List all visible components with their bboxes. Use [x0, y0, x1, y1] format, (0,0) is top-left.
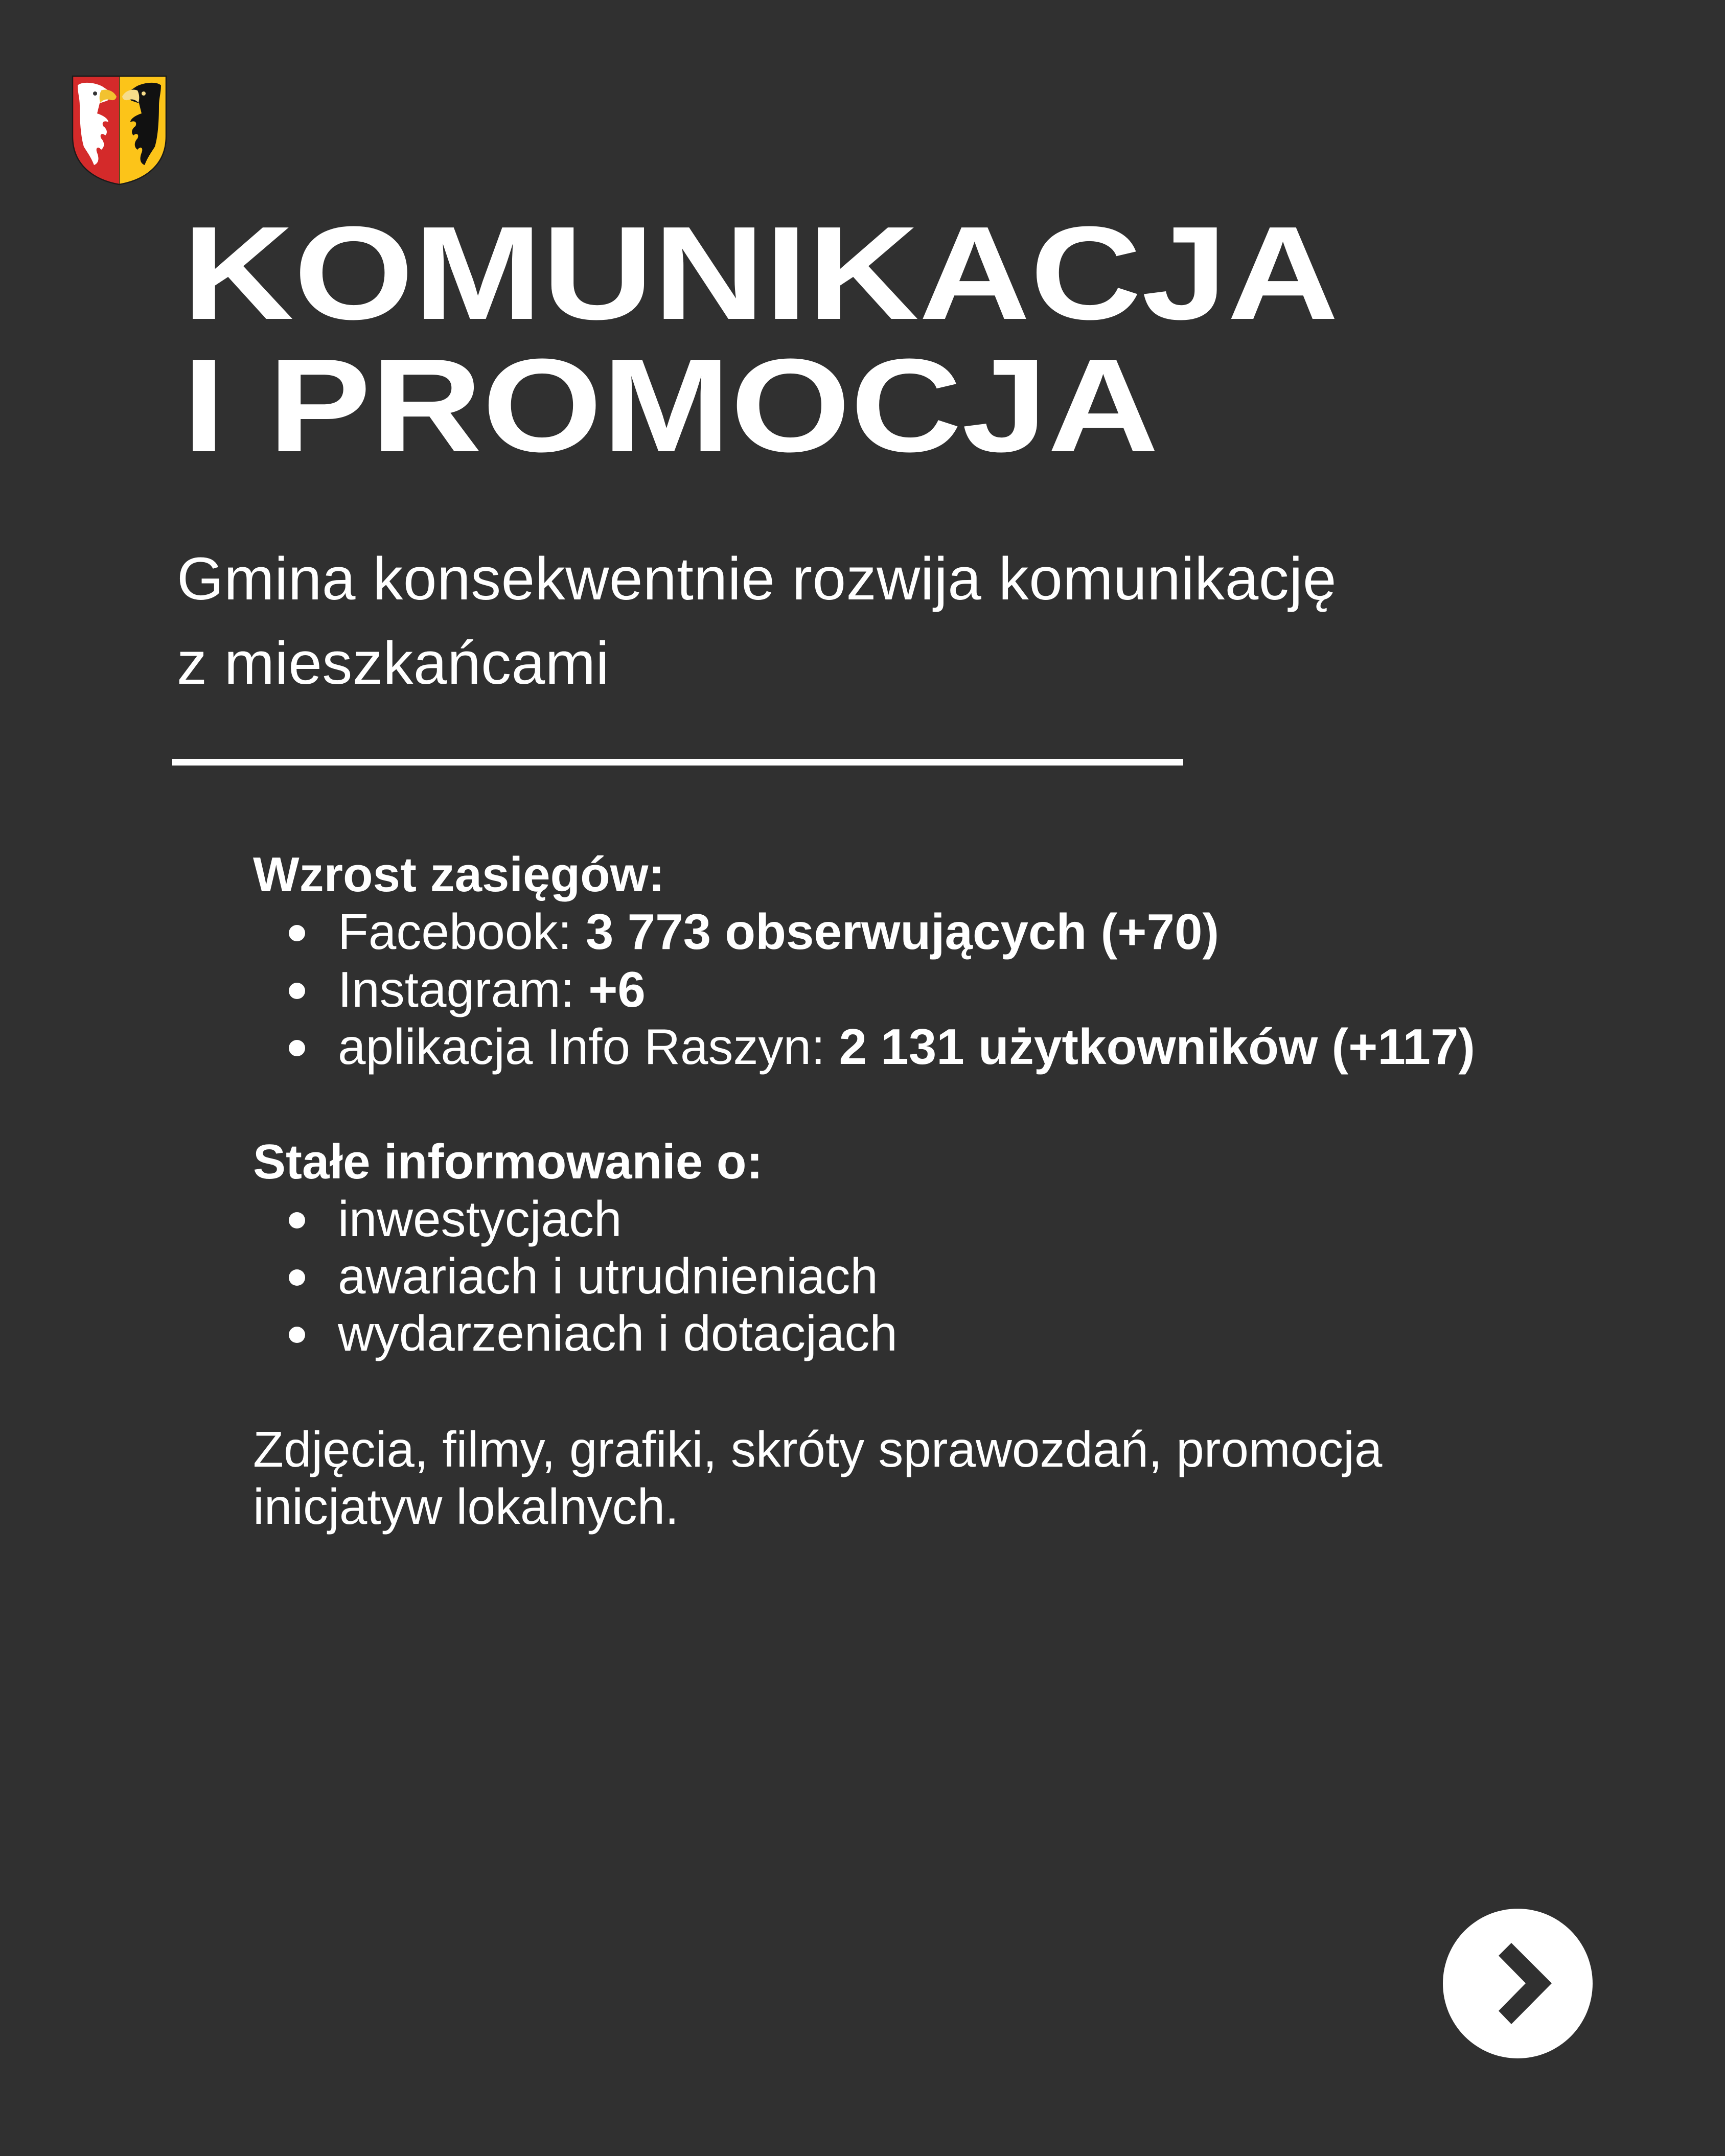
closing-paragraph-line-1: Zdjęcia, filmy, grafiki, skróty sprawozdań, promocja [253, 1421, 1383, 1477]
bullet-icon [289, 983, 305, 999]
shield-icon [72, 75, 167, 186]
item-label: aplikacja Info Raszyn: [338, 1018, 839, 1075]
list-item-outages: awariach i utrudnieniach [338, 1248, 878, 1304]
subtitle-line-1: Gmina konsekwentnie rozwija komunikację [177, 545, 1337, 613]
page-title-line-1: KOMUNIKACJA [182, 199, 1339, 347]
list-item-events: wydarzeniach i dotacjach [338, 1305, 898, 1361]
reach-heading: Wzrost zasięgów: [253, 847, 665, 902]
chevron-right-icon [1443, 1909, 1593, 2058]
item-label: Instagram: [338, 961, 589, 1017]
bullet-icon [289, 1040, 305, 1056]
next-slide-button[interactable] [1443, 1909, 1593, 2058]
bullet-icon [289, 1212, 305, 1228]
subtitle-line-2: z mieszkańcami [177, 630, 610, 697]
list-item-app [338, 1018, 1476, 1075]
bullet-icon [289, 1327, 305, 1343]
list-item-facebook [338, 903, 1220, 960]
item-value: 3 773 obserwujących (+70) [585, 903, 1220, 960]
informing-heading: Stałe informowanie o: [253, 1134, 763, 1189]
list-item-investments: inwestycjach [338, 1191, 622, 1247]
closing-paragraph-line-2: inicjatyw lokalnych. [253, 1478, 679, 1535]
bullet-icon [289, 925, 305, 941]
bullet-icon [289, 1269, 305, 1286]
list-item-instagram [338, 961, 646, 1017]
coat-of-arms-logo [72, 75, 167, 186]
divider [172, 759, 1183, 766]
item-label: Facebook: [338, 903, 586, 960]
item-value: 2 131 użytkowników (+117) [839, 1018, 1476, 1075]
item-value: +6 [588, 961, 646, 1017]
page-title-line-2: I PROMOCJA [182, 332, 1159, 480]
